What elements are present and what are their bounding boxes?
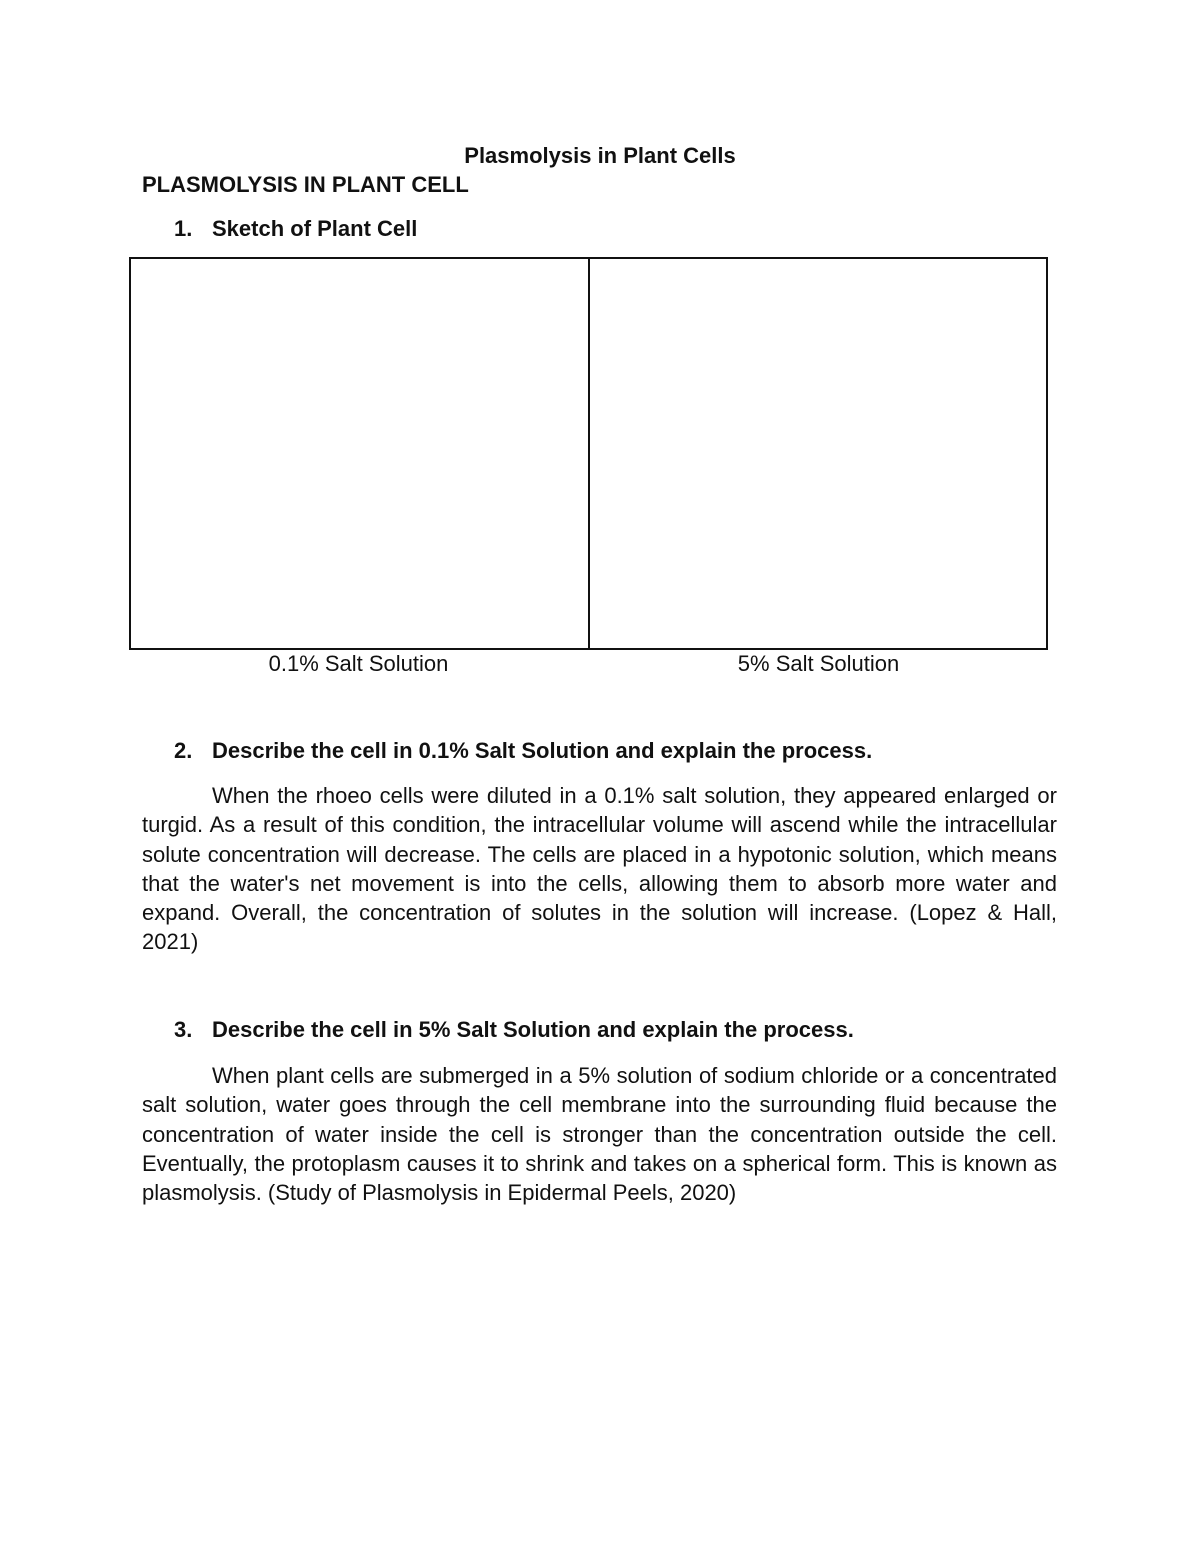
caption-0-1-percent: 0.1% Salt Solution — [268, 651, 449, 676]
section-2-answer: When the rhoeo cells were diluted in a 0.1% salt solution, they appeared enlarged or turgid. As a result of this condition, the intracellular volume will ascend while the intracellular solute concentration will decrease. The cells are placed in a hypotonic solution, which means that the water's net movement is into the cells, allowing them to absorb more water and expand. Overall, the concentration of solutes in the solution will increase. (Lopez & Hall, 2021) — [142, 783, 1057, 955]
section-3-heading — [174, 1015, 854, 1045]
sketch-table — [129, 257, 1048, 650]
section-number: 1. — [174, 216, 193, 241]
section-title: Describe the cell in 0.1% Salt Solution and explain the process. — [212, 738, 873, 763]
section-1-heading — [174, 214, 417, 244]
sketch-box-0-1-percent — [131, 259, 588, 648]
section-3-answer: When plant cells are submerged in a 5% solution of sodium chloride or a concentrated salt solution, water goes through the cell membrane into the surrounding fluid because the concentration of water inside the cell is stronger than the concentration outside the cell. Eventually, the protoplasm causes it to shrink and takes on a spherical form. This is known as plasmolysis. (Study of Plasmolysis in Epidermal Peels, 2020) — [142, 1063, 1057, 1206]
section-2-heading — [174, 736, 872, 766]
section-number: 3. — [174, 1017, 193, 1042]
sketch-box-5-percent — [588, 259, 1047, 648]
caption-5-percent: 5% Salt Solution — [737, 651, 900, 676]
section-title: Describe the cell in 5% Salt Solution and explain the process. — [212, 1017, 854, 1042]
document-heading: PLASMOLYSIS IN PLANT CELL — [142, 172, 469, 197]
document-title: Plasmolysis in Plant Cells — [464, 143, 736, 168]
section-title: Sketch of Plant Cell — [212, 216, 418, 241]
section-number: 2. — [174, 738, 193, 763]
